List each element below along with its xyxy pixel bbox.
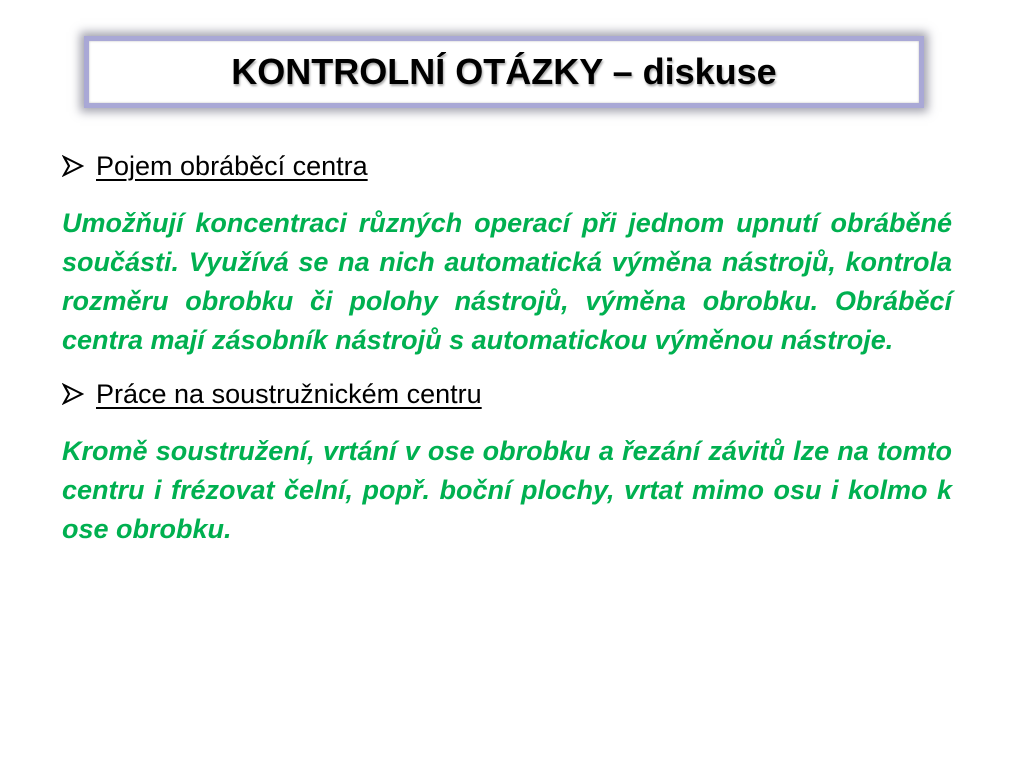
section-heading: Pojem obráběcí centra [96, 150, 368, 181]
slide-content [62, 146, 952, 549]
section-body: Kromě soustružení, vrtání v ose obrobku a řezání závitů lze na tomto centru i frézovat čelní, popř. boční plochy, vrtat mimo osu i kolmo k ose obrobku. [62, 436, 952, 544]
arrowhead-bullet-icon [62, 146, 96, 186]
bullet-item-2 [62, 374, 952, 414]
section-body: Umožňují koncentraci různých operací při jednom upnutí obráběné součásti. Využívá se na nich automatická výměna nástrojů, kontrola rozměru obrobku či polohy nástrojů, výměna obrobku. Obráběcí centra mají zásobník nástrojů s automatickou výměnou nástroje. [62, 208, 952, 355]
bullet-item-1 [62, 146, 952, 186]
title-frame [84, 36, 924, 108]
section-heading: Práce na soustružnickém centru [96, 378, 482, 409]
arrowhead-bullet-icon [62, 374, 96, 414]
slide-title: KONTROLNÍ OTÁZKY – diskuse [231, 51, 777, 92]
